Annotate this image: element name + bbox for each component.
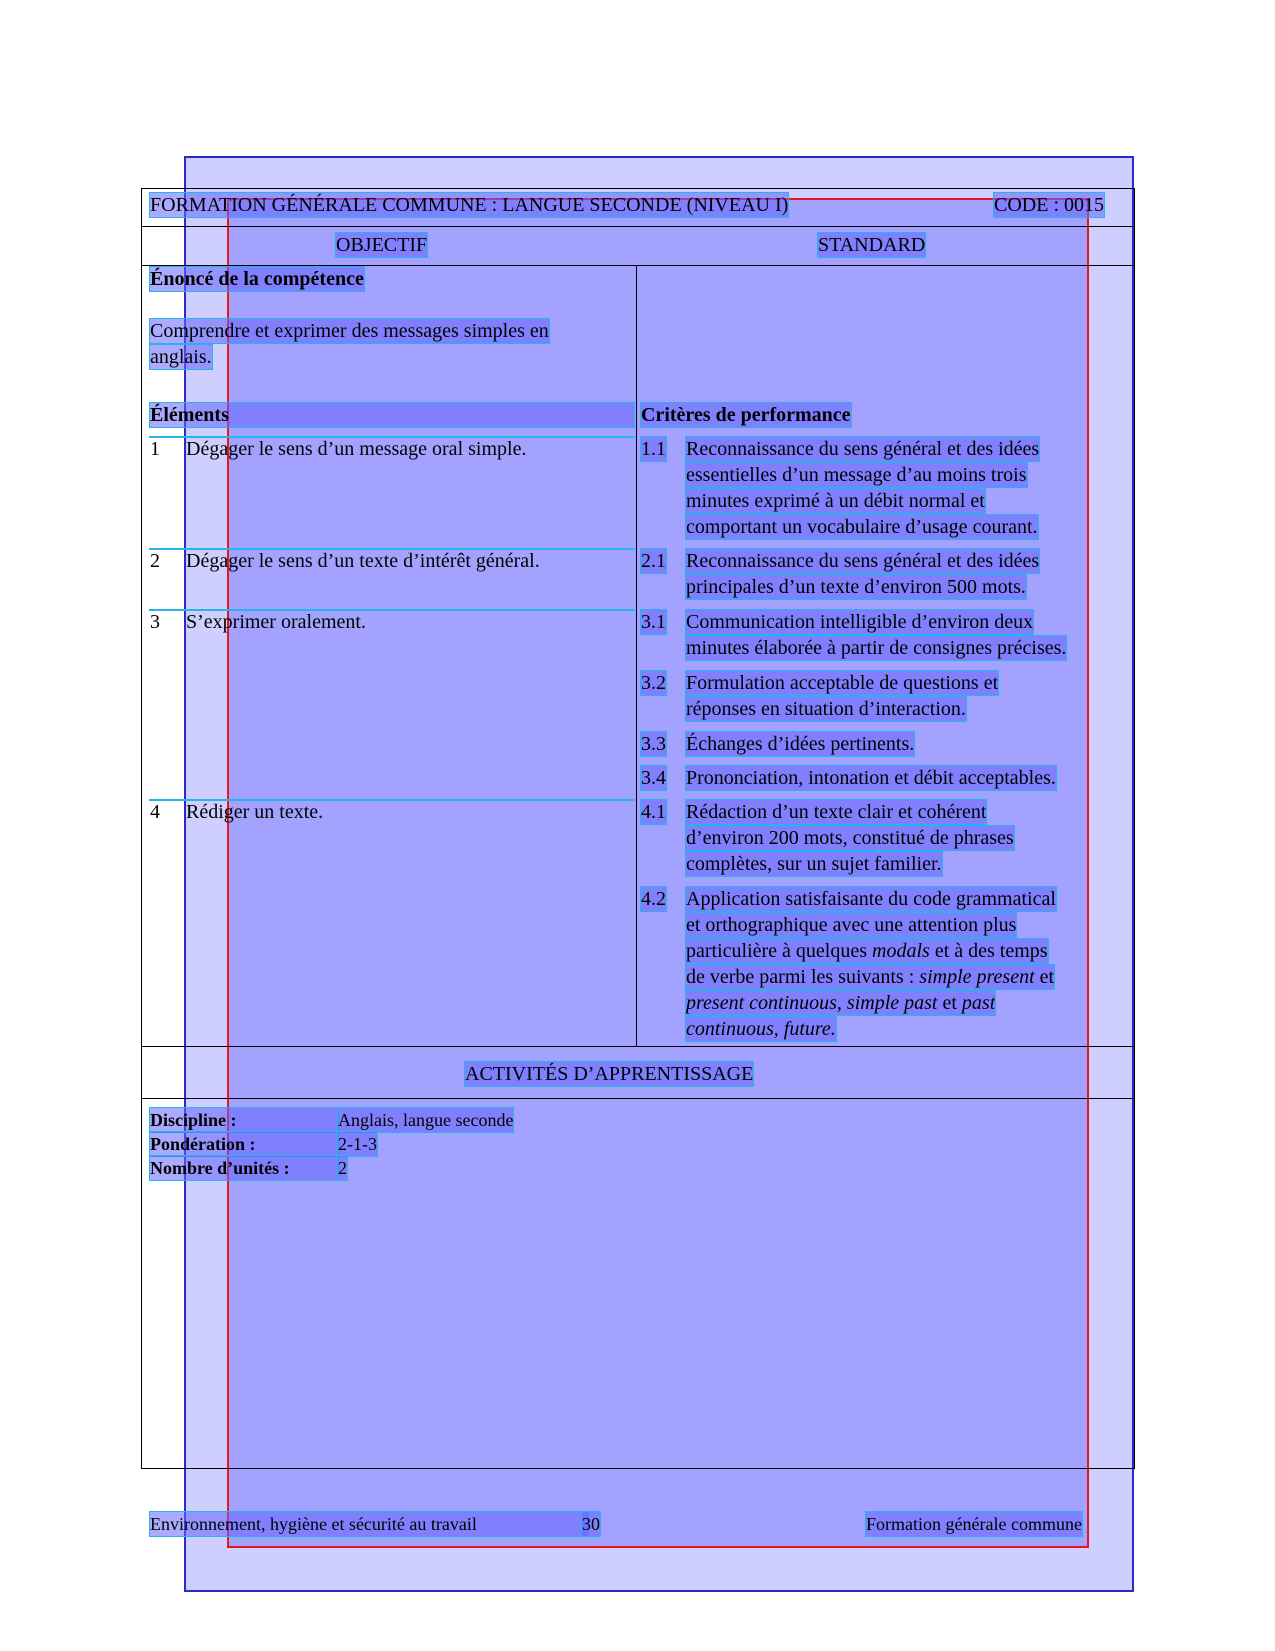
criterion-text-italic: simple present [919, 966, 1035, 988]
element-text: S’exprimer oralement. [186, 611, 366, 633]
criterion-number: 1.1 [641, 438, 666, 460]
divider-activites-top [142, 1046, 1134, 1047]
criteres-heading: Critères de performance [641, 404, 851, 426]
criterion-text: et [1034, 966, 1055, 988]
element-number: 3 [150, 611, 160, 633]
divider-activites-bottom [142, 1098, 1134, 1099]
criterion-number: 3.1 [641, 611, 666, 633]
criterion-line: Communication intelligible d’environ deux [686, 611, 1034, 633]
header-title: FORMATION GÉNÉRALE COMMUNE : LANGUE SECONDE (NIVEAU I) [150, 194, 789, 216]
footer-page-number: 30 [582, 1514, 600, 1534]
unites-value: 2 [338, 1158, 347, 1178]
criterion-line: Rédaction d’un texte clair et cohérent [686, 801, 987, 823]
footer-right: Formation générale commune [866, 1514, 1082, 1534]
criterion-line: Application satisfaisante du code grammatical [686, 888, 1056, 910]
criterion-number: 3.2 [641, 672, 666, 694]
discipline-value: Anglais, langue seconde [338, 1110, 514, 1130]
discipline-label: Discipline : [150, 1108, 338, 1132]
criterion-number: 3.3 [641, 733, 666, 755]
divider-header [142, 226, 1134, 227]
unites-label: Nombre d’unités : [150, 1156, 338, 1180]
column-divider [636, 265, 637, 1046]
criterion-text: de verbe parmi les suivants : [686, 966, 920, 988]
competence-heading: Énoncé de la compétence [150, 268, 364, 290]
element-number: 2 [150, 550, 160, 572]
criterion-text-italic: present continuous, simple past [686, 992, 943, 1014]
criterion-line: et orthographique avec une attention plus [686, 914, 1017, 936]
criterion-line: Formulation acceptable de questions et [686, 672, 999, 694]
column-standard: STANDARD [818, 234, 926, 256]
footer-left: Environnement, hygiène et sécurité au travail [150, 1512, 588, 1536]
criterion-text: particulière à quelques [686, 940, 873, 962]
criterion-line [686, 965, 1054, 989]
element-text: Dégager le sens d’un message oral simple. [186, 438, 527, 460]
criterion-line [686, 991, 995, 1015]
criterion-number: 3.4 [641, 767, 666, 789]
criterion-text-italic: past [961, 992, 996, 1014]
criterion-text-italic: modals [872, 940, 930, 962]
criterion-line: réponses en situation d’interaction. [686, 698, 966, 720]
competence-line-1: Comprendre et exprimer des messages simples en [150, 320, 549, 342]
criterion-number: 2.1 [641, 550, 666, 572]
criterion-text: et [942, 992, 962, 1014]
competence-line-2: anglais. [150, 346, 212, 368]
divider-columns [142, 265, 1134, 266]
criterion-line: complètes, sur un sujet familier. [686, 853, 942, 875]
criterion-line: Prononciation, intonation et débit acceptables. [686, 767, 1056, 789]
criterion-line: Reconnaissance du sens général et des idées [686, 550, 1040, 572]
column-objectif: OBJECTIF [336, 234, 428, 256]
criterion-line: continuous, future. [686, 1018, 836, 1040]
criterion-line: comportant un vocabulaire d’usage courant. [686, 516, 1038, 538]
ponderation-label: Pondération : [150, 1132, 338, 1156]
element-text: Dégager le sens d’un texte d’intérêt général. [186, 550, 540, 572]
criterion-line: minutes exprimé à un débit normal et [686, 490, 985, 512]
criterion-line: Échanges d’idées pertinents. [686, 733, 915, 755]
elements-heading: Éléments [150, 403, 634, 427]
criterion-line: d’environ 200 mots, constitué de phrases [686, 827, 1014, 849]
ponderation-value: 2-1-3 [338, 1134, 377, 1154]
header-code: CODE : 0015 [994, 194, 1104, 216]
activites-title: ACTIVITÉS D’APPRENTISSAGE [465, 1063, 754, 1085]
criterion-line [686, 939, 1048, 963]
element-number: 1 [150, 438, 160, 460]
criterion-line: Reconnaissance du sens général et des idées [686, 438, 1040, 460]
criterion-line: essentielles d’un message d’au moins trois [686, 464, 1027, 486]
criterion-number: 4.2 [641, 888, 666, 910]
criterion-line: minutes élaborée à partir de consignes précises. [686, 637, 1067, 659]
criterion-text: et à des temps [929, 940, 1048, 962]
criterion-number: 4.1 [641, 801, 666, 823]
element-text: Rédiger un texte. [186, 801, 324, 823]
element-number: 4 [150, 801, 160, 823]
criterion-line: principales d’un texte d’environ 500 mots. [686, 576, 1026, 598]
